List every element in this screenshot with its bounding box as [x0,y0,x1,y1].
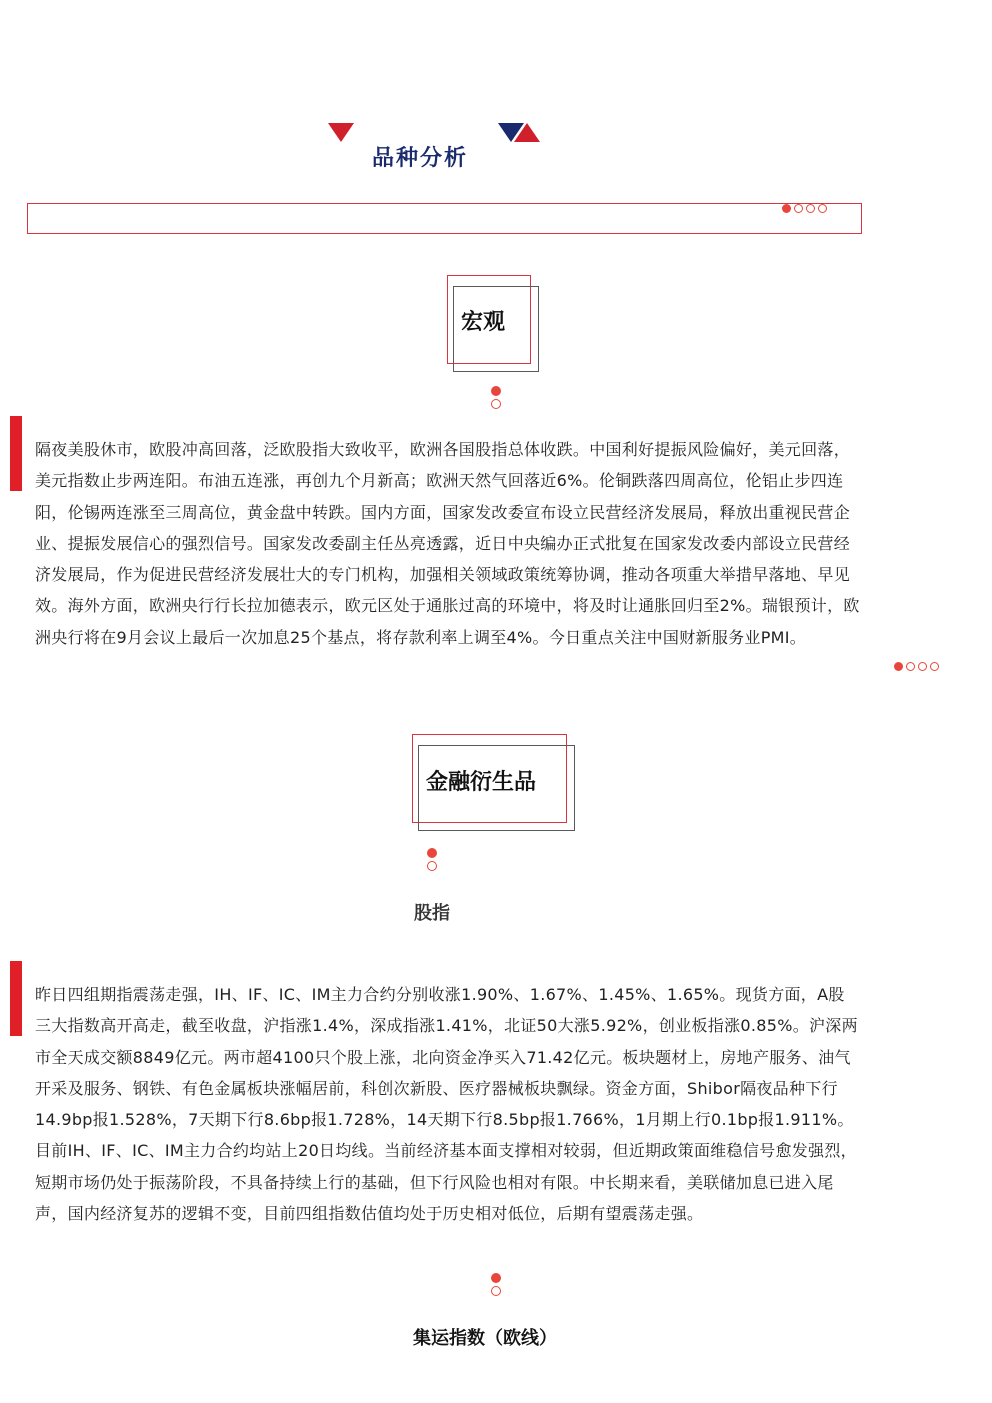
derivatives-title: 金融衍生品 [426,770,537,795]
derivatives-line: 14.9bp报1.528%，7天期下行8.6bp报1.728%，14天期下行8.5bp报1.766%，1月期上行0.1bp报1.911%。 [35,1110,854,1130]
derivatives-paragraph [35,979,959,1229]
macro-line: 美元指数止步两连阳。布油五连涨，再创九个月新高；欧洲天然气回落近6%。伦铜跌落四周高位，伦铝止步四连 [35,471,844,491]
derivatives-line: 昨日四组期指震荡走强，IH、IF、IC、IM主力合约分别收涨1.90%、1.67%、1.45%、1.65%。现货方面，A股 [35,985,845,1004]
macro-end-dots-icon [894,662,939,671]
macro-line: 隔夜美股休市，欧股冲高回落，泛欧股指大致收平，欧洲各国股指总体收跌。中国利好提振风险偏好，美元回落， [35,440,851,459]
derivatives-line: 三大指数高开高走，截至收盘，沪指涨1.4%，深成指涨1.41%，北证50大涨5.92%，创业板指涨0.85%。沪深两 [35,1016,858,1036]
header-red-triangle-icon [328,123,354,142]
page-title: 品种分析 [372,146,469,171]
derivatives-line: 目前IH、IF、IC、IM主力合约均站上20日均线。当前经济基本面支撑相对较弱，但近期政策面维稳信号愈发强烈， [35,1141,857,1161]
macro-line: 效。海外方面，欧洲央行行长拉加德表示，欧元区处于通胀过高的环境中，将及时让通胀回归至2%。瑞银预计，欧 [35,596,860,616]
shipping-vertical-dots-icon [491,1273,501,1296]
macro-title: 宏观 [461,310,506,335]
macro-line: 业、提振发展信心的强烈信号。国家发改委副主任丛亮透露，近日中央编办正式批复在国家发改委内部设立民营经 [35,533,851,553]
shipping-index-subtitle: 集运指数（欧线） [413,1328,557,1349]
macro-paragraph [35,434,959,653]
derivatives-line: 开采及服务、钢铁、有色金属板块涨幅居前，科创次新股、医疗器械板块飘绿。资金方面，Shibor隔夜品种下行 [35,1078,838,1098]
macro-line: 阳，伦锡两连涨至三周高位，黄金盘中转跌。国内方面，国家发改委宣布设立民营经济发展局，释放出重视民营企 [35,502,851,522]
derivatives-line: 声，国内经济复苏的逻辑不变，目前四组指数估值均处于历史相对低位，后期有望震荡走强。 [35,1204,704,1224]
macro-accent-bar [10,416,22,491]
macro-vertical-dots-icon [491,386,501,409]
header-banner [27,203,862,234]
derivatives-vertical-dots-icon [427,848,437,871]
macro-line: 济发展局，作为促进民营经济发展壮大的专门机构，加强相关领域政策统筹协调，推动各项重大举措早落地、早见 [35,565,851,585]
derivatives-line: 市全天成交额8849亿元。两市超4100只个股上涨，北向资金净买入71.42亿元。板块题材上，房地产服务、油气 [35,1047,851,1067]
macro-line: 洲央行将在9月会议上最后一次加息25个基点，将存款利率上调至4%。今日重点关注中国财新服务业PMI。 [35,627,807,647]
header-red-triangle-up-icon [514,123,540,142]
derivatives-accent-bar [10,961,22,1036]
derivatives-line: 短期市场仍处于振荡阶段，不具备持续上行的基础，但下行风险也相对有限。中长期来看，美联储加息已进入尾 [35,1172,834,1192]
header-dots-icon [782,204,827,213]
stock-index-subtitle: 股指 [414,903,450,924]
